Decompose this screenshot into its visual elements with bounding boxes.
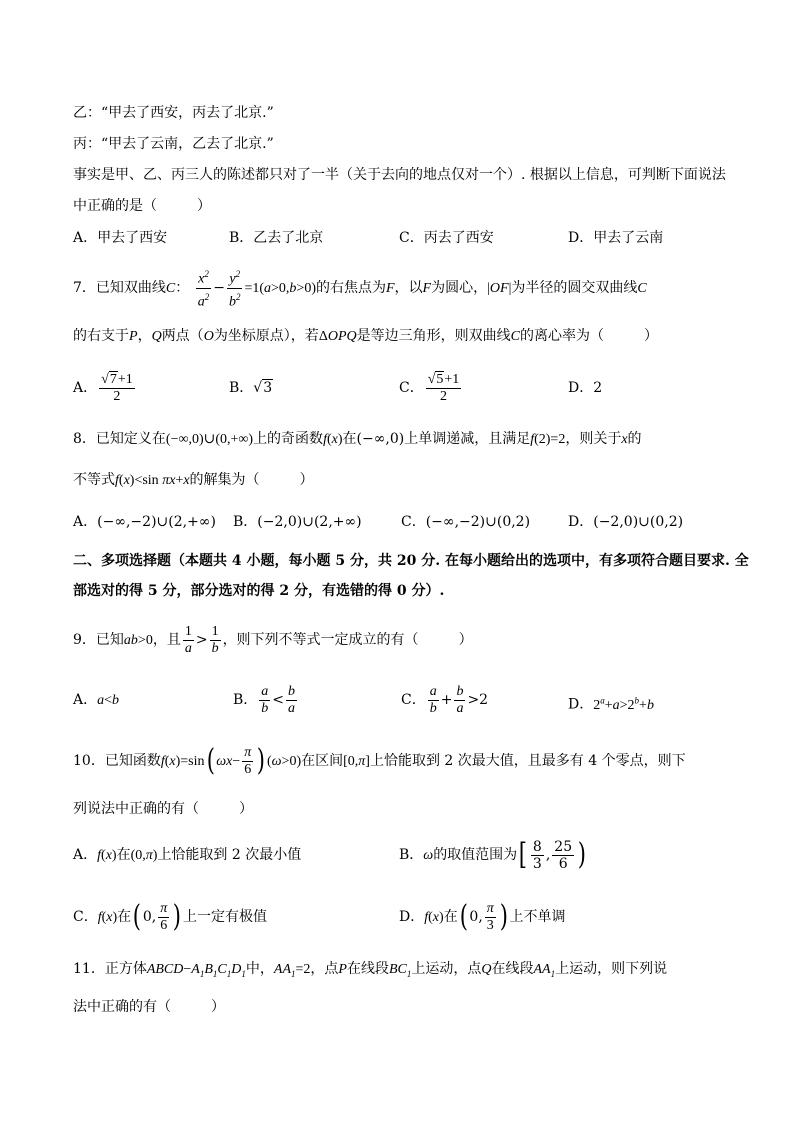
- q7-frac-x: $\frac{x^2}{a^2}$: [196, 266, 212, 310]
- q7-option-c: [399, 370, 463, 406]
- q11-paren: ）: [211, 999, 225, 1015]
- q7-frac-c: $\frac{√5+1}{2}$: [427, 371, 460, 404]
- q8-label-d: D．: [568, 514, 594, 530]
- q11-text-1: 11．正方体: [73, 961, 147, 977]
- q10-text-3: 上恰能取到 2 次最大值，且最多有 4 个零点，则下: [369, 753, 686, 769]
- q7-stem-line1: 7．已知双曲线C： $\frac{x^2}{a^2}$ − $\frac{y^2}{b^2}$ =1(a>0,b>0)的右焦点为F，以F为圆心，|OF|为半径的圆交双曲线C: [73, 266, 647, 310]
- q8-stem-line2: 不等式f(x)<sin πx+x的解集为（ ）: [73, 472, 314, 488]
- q7-text-5: 的右支于: [73, 328, 129, 344]
- q9-label-a: A．: [73, 692, 98, 708]
- q7-text-2: ，以: [394, 280, 423, 297]
- q6-option-d: D．甲去了云南: [568, 230, 664, 246]
- q10-frac-d: $\frac{\pi}{3}$: [486, 900, 494, 933]
- q7-frac-a: $\frac{√7+1}{2}$: [101, 371, 133, 404]
- q7-stem-line2: 的右支于P，Q两点（O为坐标原点），若ΔOPQ是等边三角形，则双曲线C的离心率为（ ）: [73, 328, 658, 344]
- q11-text-2: 中，: [245, 961, 274, 977]
- q8-stem-line1: 8．已知定义在(−∞,0)∪(0,+∞)上的奇函数f(x)在(−∞,0)上单调递减，且满足f(2)=2，则关于x的: [73, 431, 642, 447]
- q11-stem-line2: [73, 998, 225, 1016]
- q6-option-b: B．乙去了北京: [229, 230, 324, 246]
- q10-text-c: 上一定有极值: [182, 909, 267, 925]
- q10-label-a: A．: [73, 847, 98, 863]
- statement-yi: 乙：“甲去了西安，丙去了北京.”: [73, 105, 274, 121]
- q8-label-b: B．: [233, 514, 258, 530]
- q10-text-b: 的取值范围为: [433, 847, 518, 863]
- q7-text-3: 为圆心，: [431, 280, 488, 297]
- q8-text-3: 在: [342, 431, 357, 447]
- q9-option-d: D．$2^a+a>2^b+b$: [568, 695, 654, 713]
- q6-question-text: 中正确的是（: [73, 198, 157, 214]
- q10-zai-d: 在: [443, 909, 458, 925]
- q8-label-a: A．: [73, 514, 98, 530]
- q9-label-b: B．: [233, 692, 258, 708]
- q10-text-4: 列说法中正确的有（: [73, 801, 199, 817]
- q11-text-8: 法中正确的有（: [73, 999, 171, 1015]
- q10-label-b: B．: [399, 847, 424, 863]
- q9-frac-1a: $\frac{1}{a}$: [184, 623, 192, 656]
- q9-paren: ）: [458, 632, 473, 648]
- q6-fact-line: 事实是甲、乙、丙三人的陈述都只对了一半（关于去向的地点仅对一个）. 根据以上信息，可判断下面说法: [73, 167, 726, 183]
- q8-text-5: ，则关于: [565, 431, 622, 447]
- q7-option-b: B．√3: [229, 380, 273, 396]
- q8-text-1: 8．已知定义在: [73, 431, 166, 447]
- q11-text-6: 在线段: [491, 961, 534, 977]
- q7-option-d: D．2: [568, 380, 603, 396]
- q11-text-7: 上运动，则下列说: [555, 961, 668, 977]
- q10-paren: ）: [239, 801, 253, 817]
- q8-option-a: A．(−∞,−2)∪(2,+∞): [73, 514, 216, 530]
- q8-label-c: C．: [401, 514, 426, 530]
- q9-frac-b2: $\frac{b}{a}$: [288, 683, 296, 716]
- q11-stem-line1: 11．正方体$ABCD-A_1B_1C_1D_1$中，$AA_1=2$，点P在线段$BC_1$上运动，点Q在线段$AA_1$上运动，则下列说: [73, 961, 668, 979]
- q6-option-a: A．甲去了西安: [73, 230, 168, 246]
- q9-text-1: 9．已知: [73, 632, 124, 648]
- q8-text-2: 上的奇函数: [253, 431, 324, 447]
- section-2-heading-cont: 部选对的得 5 分，部分选对的得 2 分，有选错的得 0 分）.: [73, 583, 445, 599]
- q7-text-6: ，: [137, 328, 152, 344]
- statement-bing: 丙：“甲去了云南，乙去了北京.”: [73, 136, 274, 152]
- q9-option-c: C． $\frac{a}{b}$ + $\frac{b}{a}$ >2: [401, 683, 489, 716]
- q9-option-b: B． $\frac{a}{b}$ < $\frac{b}{a}$: [233, 683, 296, 716]
- q10-zai-c: 在: [117, 909, 132, 925]
- section-2-heading: 二、多项选择题（本题共 4 小题，每小题 5 分，共 20 分. 在每小题给出的选项中，有多项符合题目要求. 全: [73, 553, 749, 569]
- q6-paren: ）: [197, 198, 211, 214]
- q11-text-3: ，点: [310, 961, 339, 977]
- q8-text-7: 不等式: [73, 472, 115, 488]
- q9-text-3: ，则下列不等式一定成立的有（: [222, 632, 419, 648]
- q7-text-9: 是等边三角形，则双曲线: [356, 328, 511, 344]
- q10-text-1: 10．已知函数: [73, 753, 161, 769]
- q10-frac-pi6: $\frac{\pi}{6}$: [244, 744, 252, 777]
- q10-option-d: D．f(x)在( 0, $\frac{\pi}{3}$ ) 上不单调: [399, 899, 566, 934]
- q10-option-b: B．ω的取值范围为[ $\frac{8}{3}$ , $\frac{25}{6}$ ): [399, 837, 587, 872]
- q7-text-10: 的离心率为（: [519, 328, 604, 344]
- q7-label-c: C．: [399, 380, 424, 396]
- q8-text-8: 的解集为（: [189, 472, 260, 488]
- q9-frac-c2: $\frac{b}{a}$: [456, 683, 464, 716]
- q9-frac-b1: $\frac{a}{b}$: [261, 683, 269, 716]
- q10-frac-25-6: $\frac{25}{6}$: [554, 838, 573, 872]
- q8-option-d: D．(−2,0)∪(0,2): [568, 514, 684, 530]
- q7-text-4: 为半径的圆交双曲线: [511, 280, 638, 297]
- q10-stem-line1: 10．已知函数f(x)=sin( ωx− $\frac{\pi}{6}$ ) (ω>0)在区间[0,π]上恰能取到 2 次最大值，且最多有 4 个零点，则下: [73, 743, 686, 778]
- q8-paren: ）: [299, 472, 314, 488]
- q10-label-c: C．: [73, 909, 98, 925]
- q10-option-a: A．f(x)在(0,π)上恰能取到 2 次最小值: [73, 847, 302, 863]
- q10-frac-8-3: $\frac{8}{3}$: [532, 838, 542, 872]
- q9-option-a: A．a<b: [73, 692, 120, 708]
- q10-frac-c: $\frac{\pi}{6}$: [160, 900, 168, 933]
- q9-label-c: C．: [401, 692, 426, 708]
- q8-text-4: 上单调递减，且满足: [404, 431, 531, 447]
- q7-label-a: A．: [73, 380, 98, 396]
- q9-frac-c1: $\frac{a}{b}$: [429, 683, 437, 716]
- q7-text-7: 两点（: [161, 328, 204, 344]
- q9-label-d: D．: [568, 696, 594, 713]
- q6-option-c: C．丙去了西安: [399, 230, 494, 246]
- q7-lead: 7．已知双曲线: [73, 280, 166, 297]
- q8-option-b: B．(−2,0)∪(2,+∞): [233, 514, 362, 530]
- q7-frac-y: $\frac{y^2}{b^2}$: [227, 266, 243, 310]
- q11-text-5: 上运动，点: [411, 961, 482, 977]
- q9-frac-1b: $\frac{1}{b}$: [211, 623, 219, 656]
- q6-question-line: [73, 197, 211, 215]
- q10-option-c: C．f(x)在( 0, $\frac{\pi}{6}$ ) 上一定有极值: [73, 899, 267, 934]
- q8-text-6: 的: [627, 431, 642, 447]
- q9-stem: 9．已知ab>0，且 $\frac{1}{a}$ > $\frac{1}{b}$ ，则下列不等式一定成立的有（ ）: [73, 623, 473, 656]
- q10-text-2: 在区间: [301, 753, 344, 769]
- q7-option-a: [73, 370, 137, 406]
- q10-label-d: D．: [399, 909, 425, 925]
- q11-text-4: 在线段: [346, 961, 389, 977]
- q7-text-1: 的右焦点为: [315, 280, 386, 297]
- q7-text-8: 为坐标原点），若: [213, 328, 319, 344]
- q10-zai-a: 在: [116, 847, 131, 863]
- q10-stem-line2: [73, 800, 253, 818]
- q7-paren: ）: [643, 328, 658, 344]
- q8-option-c: C．(−∞,−2)∪(0,2): [401, 514, 531, 530]
- q9-text-2: ，且: [152, 632, 181, 648]
- q10-text-d: 上不单调: [509, 909, 566, 925]
- q7-label-b: B．: [229, 380, 254, 396]
- q10-text-a: 上恰能取到 2 次最小值: [157, 847, 302, 863]
